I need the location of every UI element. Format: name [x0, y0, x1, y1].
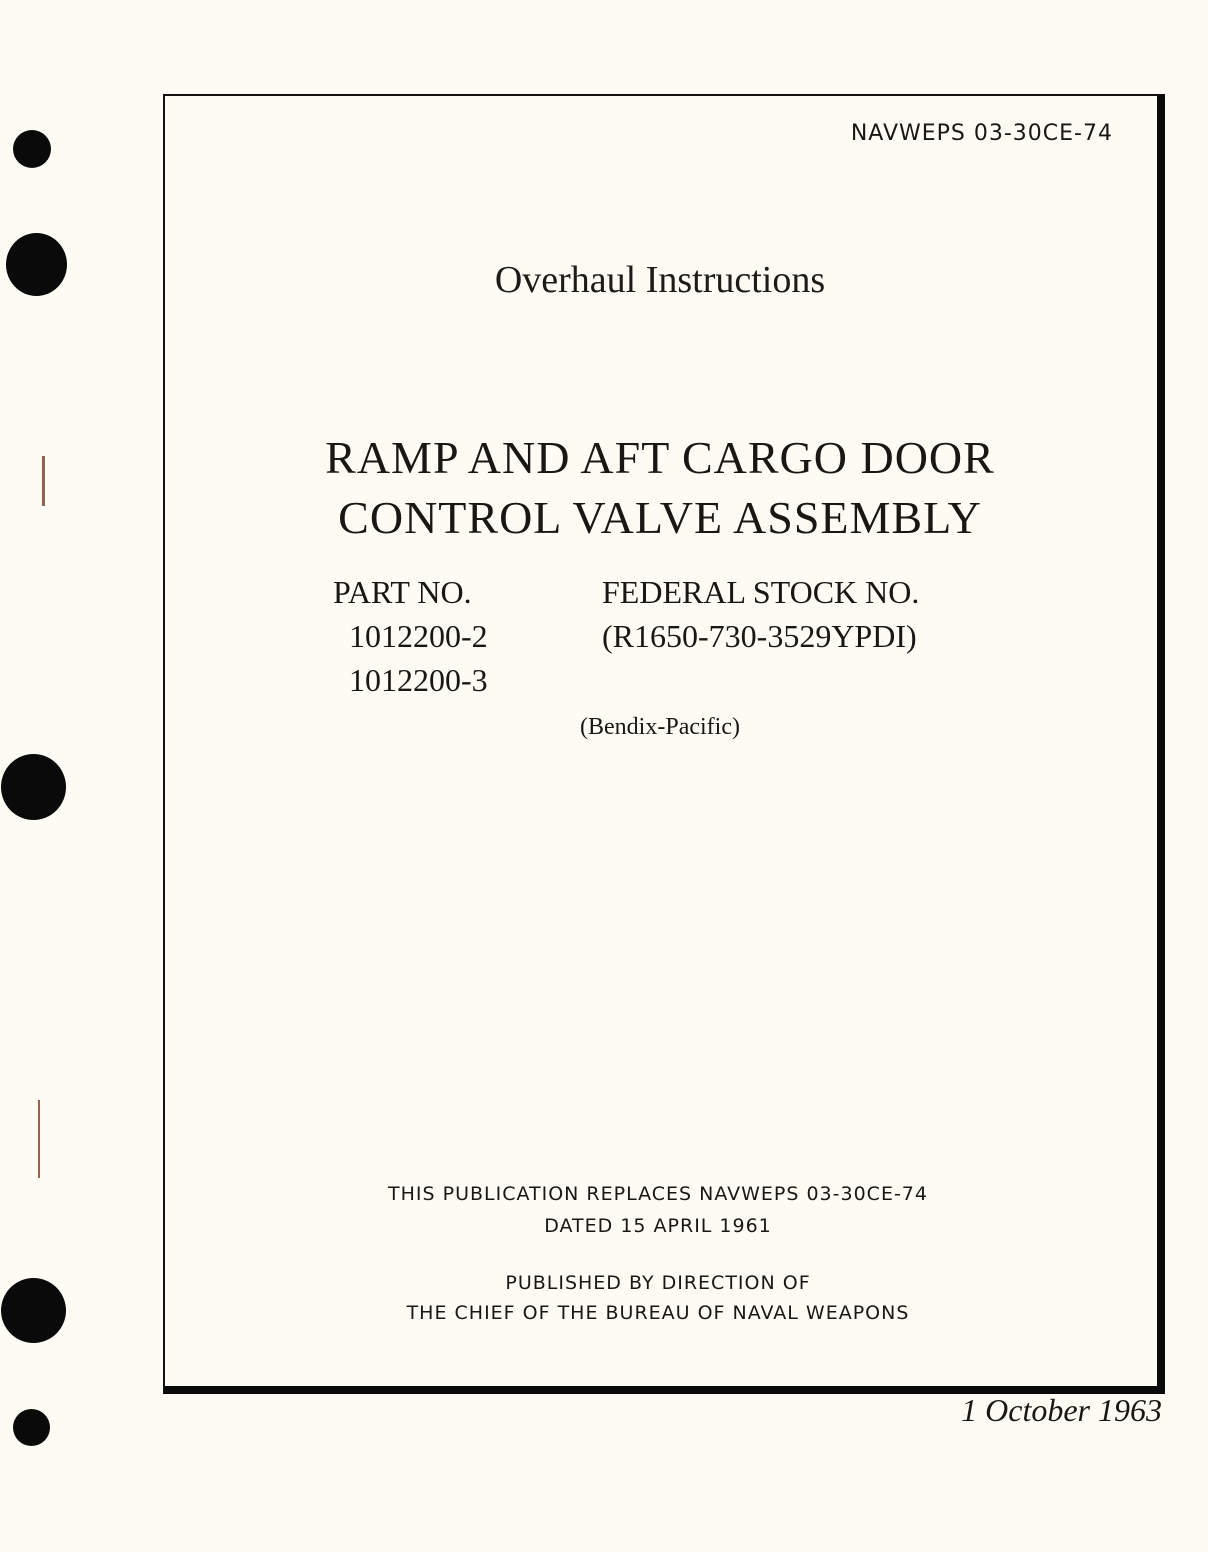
notice-line: THIS PUBLICATION REPLACES NAVWEPS 03-30CE-74 — [388, 1183, 928, 1205]
cover-title — [0, 428, 1208, 548]
manufacturer: (Bendix-Pacific) — [580, 714, 740, 740]
federal-stock-number-label: FEDERAL STOCK NO. — [602, 574, 920, 610]
replacement-notice — [0, 1178, 1208, 1242]
publication-date: 1 October 1963 — [961, 1392, 1162, 1428]
notice-line: DATED 15 APRIL 1961 — [544, 1215, 772, 1237]
authority-line: PUBLISHED BY DIRECTION OF — [505, 1272, 811, 1294]
publication-authority — [0, 1268, 1208, 1328]
punch-hole — [13, 1409, 50, 1446]
part-number-value: 1012200-2 — [349, 618, 488, 654]
margin-mark — [38, 1100, 40, 1178]
punch-hole — [1, 754, 66, 820]
document-number: NAVWEPS 03-30CE-74 — [850, 121, 1113, 146]
part-number-label: PART NO. — [333, 574, 472, 610]
part-number-block — [333, 570, 488, 702]
federal-stock-number-value: (R1650-730-3529YPDI) — [602, 618, 917, 654]
part-number-value: 1012200-3 — [349, 662, 488, 698]
federal-stock-number-block — [602, 570, 919, 658]
punch-hole — [13, 130, 51, 168]
authority-line: THE CHIEF OF THE BUREAU OF NAVAL WEAPONS — [406, 1302, 910, 1324]
title-line: RAMP AND AFT CARGO DOOR — [325, 432, 995, 483]
cover-subtitle: Overhaul Instructions — [494, 259, 826, 301]
title-line: CONTROL VALVE ASSEMBLY — [338, 492, 982, 543]
